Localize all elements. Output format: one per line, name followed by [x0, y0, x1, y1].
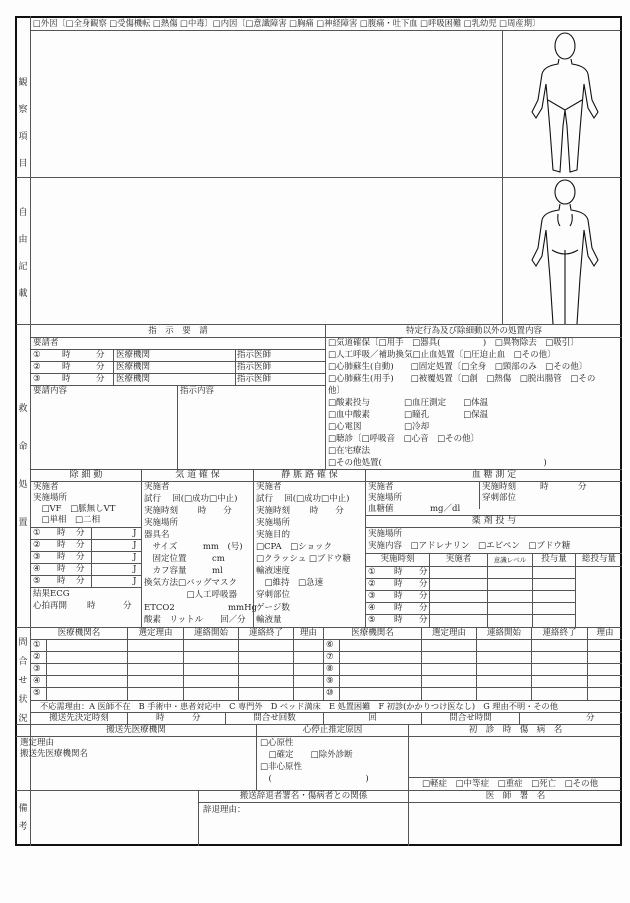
inquiry-row-number[interactable]: ⑥	[326, 640, 334, 650]
inquiry-header: 理由	[596, 628, 614, 638]
free-text-field[interactable]	[31, 178, 501, 323]
drug-header: 実施者	[445, 554, 472, 564]
divider	[141, 469, 142, 627]
instruction-title: 指 示 要 請	[148, 326, 208, 336]
doctor-signature-field[interactable]	[409, 803, 621, 845]
diagnosis-title: 初 診 時 傷 病 名	[468, 725, 563, 735]
divider	[16, 736, 621, 737]
destination-facility-label[interactable]: 搬送先医療機関名	[20, 749, 89, 759]
airway-title: 気 道 確 保	[175, 470, 220, 480]
observation-field[interactable]	[31, 31, 501, 176]
divider	[16, 324, 621, 325]
inquiry-header: 選定理由	[431, 628, 466, 638]
inquiry-header: 連絡開始	[193, 628, 228, 638]
divider	[30, 527, 141, 528]
defib-title: 除 細 動	[69, 470, 103, 480]
divider	[30, 539, 141, 540]
doctor-signature-title: 医 師 署 名	[485, 791, 546, 801]
divider	[177, 385, 178, 469]
section-label-remarks: 備 考	[18, 804, 28, 832]
result-ecg-label[interactable]: 結果ECG	[33, 589, 70, 599]
divider	[365, 566, 622, 567]
section-label-inquiry: 問 合 せ 状 況	[18, 638, 28, 724]
glucose-title: 血 糖 測 定	[471, 470, 517, 480]
inquiry-header: 医療機関名	[57, 628, 101, 638]
inquiry-header: 連絡開始	[486, 628, 521, 638]
drug-header: 実施時刻	[380, 554, 415, 564]
divider	[30, 373, 325, 374]
divider	[339, 639, 340, 700]
divider	[30, 563, 141, 564]
divider	[91, 527, 92, 587]
arrest-cause-title: 心停止推定原因	[302, 725, 363, 735]
divider	[235, 349, 236, 385]
inquiry-row-number[interactable]: ①	[33, 640, 41, 650]
divider	[365, 469, 366, 627]
inquiry-count-label: 問合せ回数	[253, 713, 296, 723]
drug-header: 投与量	[541, 554, 567, 564]
inquiry-row-number[interactable]: ②	[33, 652, 41, 662]
decision-time-label: 搬送先決定時刻	[49, 713, 109, 723]
inquiry-row-number[interactable]: ⑧	[326, 664, 334, 674]
selection-reason-label[interactable]: 選定理由	[20, 738, 55, 748]
divider	[30, 349, 325, 350]
section-label-lifesaving: 救 命 処 置	[18, 404, 28, 528]
divider	[30, 481, 622, 482]
divider	[113, 349, 114, 385]
severity-checkboxes[interactable]: □軽症 □中等症 □重症 □死亡 □その他	[422, 779, 599, 789]
divider	[325, 324, 326, 469]
refusal-title: 搬送辞退者署名・傷病者との関係	[239, 791, 368, 801]
inquiry-row-number[interactable]: ③	[33, 664, 41, 674]
divider	[408, 777, 621, 778]
refusal-reason-label[interactable]: 辞退理由：	[203, 805, 246, 815]
requester-label: 要請者	[33, 338, 59, 348]
transport-title: 搬送先医療機関	[106, 725, 166, 735]
divider	[46, 639, 47, 700]
remarks-field[interactable]	[31, 791, 197, 845]
section-label-observation: 観 察 項 目	[18, 78, 28, 169]
divider	[365, 527, 622, 528]
inquiry-header: 理由	[299, 628, 317, 638]
instruction-content-label[interactable]: 指示内容	[180, 386, 215, 396]
inquiry-header: 連絡終了	[248, 628, 283, 638]
inquiry-duration-field[interactable]: 分	[586, 713, 595, 723]
cause-checkbox-line[interactable]: □外因〔□全身観察 □受傷機転 □熱傷 □中毒〕□内因〔□意識障害 □胸痛 □神経障害 □腹痛・吐下血 □呼吸困難 □乳幼児 □周産期〕	[33, 18, 541, 28]
divider	[519, 712, 520, 724]
inquiry-row-number[interactable]: ⑤	[33, 688, 41, 698]
divider	[30, 587, 141, 588]
iv-title: 静 脈 路 確 保	[281, 470, 338, 480]
request-content-label[interactable]: 要請内容	[33, 386, 68, 396]
divider	[479, 481, 480, 509]
inquiry-row-number[interactable]: ④	[33, 676, 41, 686]
inquiry-header: 医療機関名	[351, 628, 394, 638]
drug-title: 薬 剤 投 与	[471, 516, 517, 526]
inquiry-count-field[interactable]: 回	[368, 713, 377, 723]
inquiry-header: 連絡終了	[542, 628, 577, 638]
divider	[30, 575, 141, 576]
drug-header: 総投与量	[581, 554, 616, 564]
body-diagram-divider	[502, 30, 503, 324]
divider	[30, 551, 141, 552]
body-front-diagram-icon[interactable]	[520, 30, 610, 176]
inquiry-duration-label: 問合せ時間	[449, 713, 492, 723]
divider	[127, 712, 128, 724]
divider	[30, 361, 325, 362]
refusal-reason-legend: 不応需理由：A 医師不在 B 手術中・患者対応中 C 専門外 D ベッド満床 E 処置困難 F 初診(かかりつけ医なし) G 理由不明・その他	[40, 701, 558, 711]
inquiry-row-number[interactable]: ⑨	[326, 676, 334, 686]
inquiry-row-number[interactable]: ⑦	[326, 652, 334, 662]
inquiry-header: 選定理由	[138, 628, 173, 638]
inquiry-row-number[interactable]: ⑩	[326, 688, 334, 698]
special-actions-title: 特定行為及び除細動以外の処置内容	[405, 326, 542, 336]
drug-header: 意識レベル	[493, 556, 527, 564]
body-back-diagram-icon[interactable]	[520, 178, 610, 324]
section-label-free-text: 自 由 記 載	[18, 208, 28, 299]
